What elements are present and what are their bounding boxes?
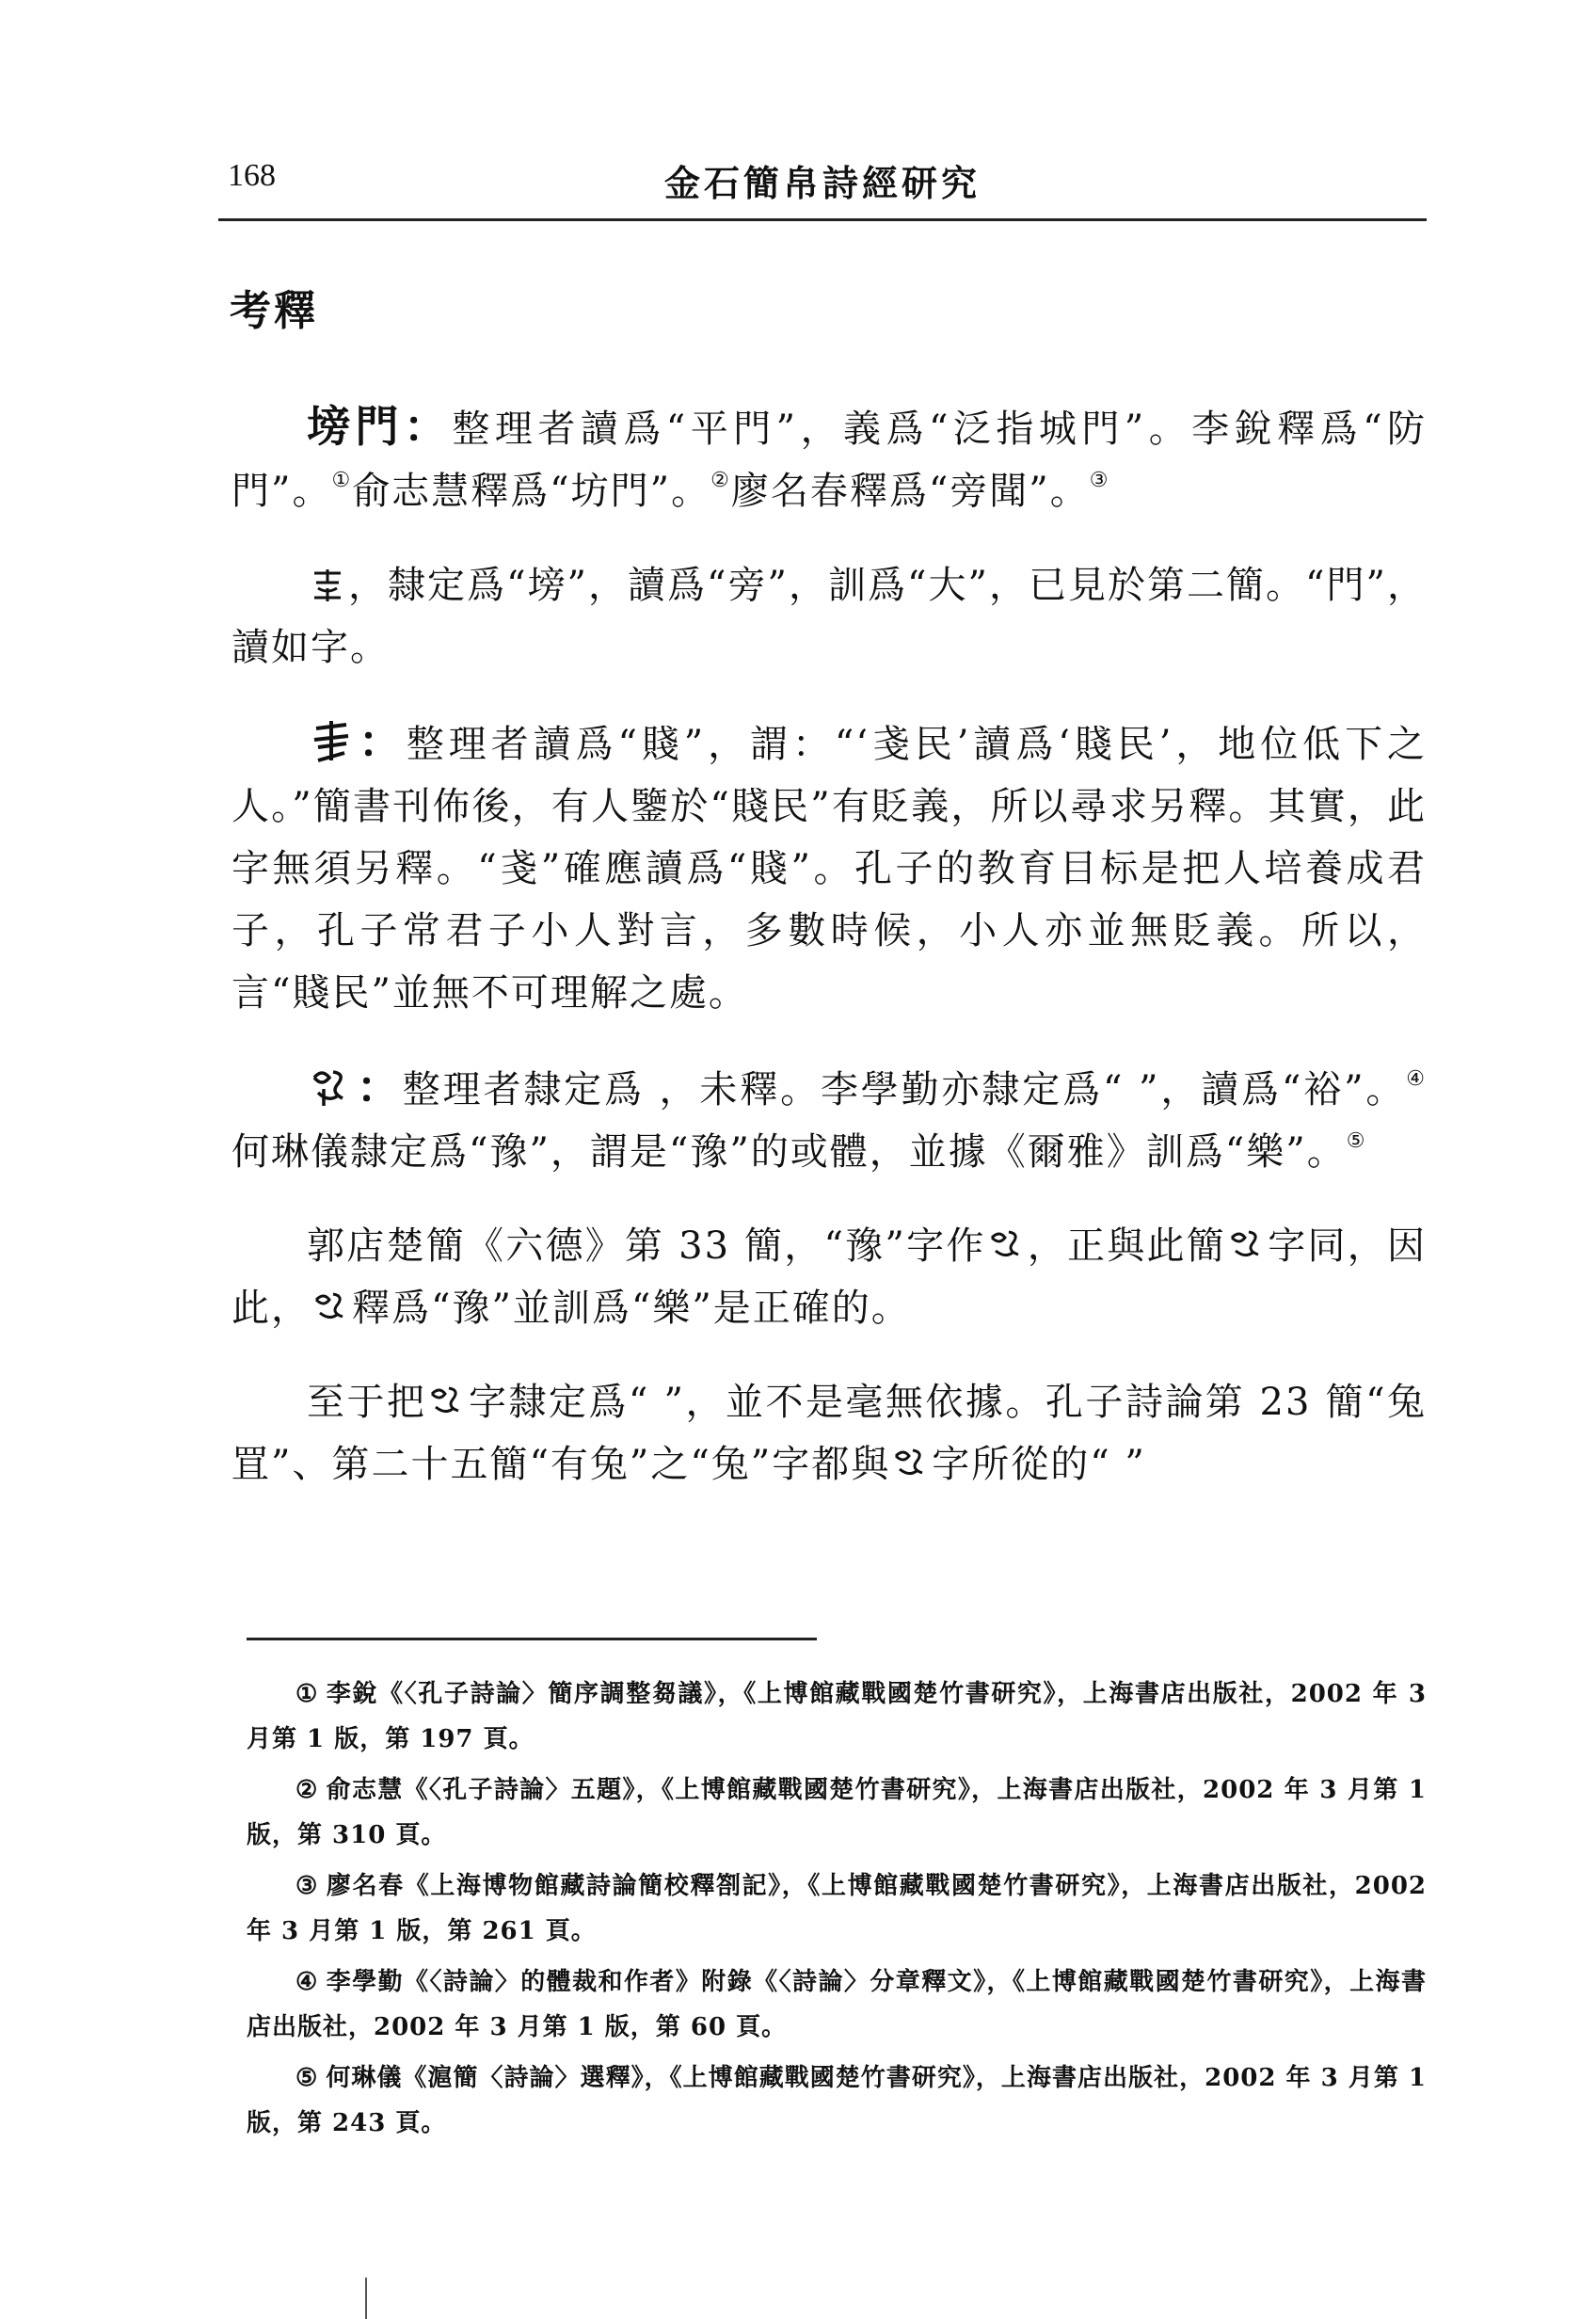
paragraph-text: 俞志慧釋爲“坊門”。 xyxy=(352,470,711,513)
main-text xyxy=(231,395,1427,1527)
paragraph-text: 整理者隸定爲 ，未釋。李學勤亦隸定爲“ ”，讀爲“裕”。 xyxy=(402,1068,1407,1112)
ancient-character-glyph xyxy=(1228,1226,1266,1264)
paragraph-text: 郭店楚簡《六德》第 33 簡，“豫”字作 xyxy=(307,1224,986,1268)
footnote-ref-3[interactable]: ③ xyxy=(1089,469,1110,492)
paragraph-3 xyxy=(231,711,1427,1024)
footnote-mark: ③ xyxy=(295,1872,319,1900)
footnote-1 xyxy=(247,1671,1427,1762)
paragraph-text: 整理者讀爲“平門”，義爲“泛指城門”。李銳釋爲“防門”。 xyxy=(231,408,1428,513)
ancient-character-glyph xyxy=(988,1226,1026,1264)
term-heading: 塝門： xyxy=(307,401,453,452)
footnote-3 xyxy=(247,1863,1427,1954)
book-title: 金石簡帛詩經研究 xyxy=(663,162,981,204)
ancient-character-glyph xyxy=(309,1064,354,1110)
paragraph-text: 字所從的“ ” xyxy=(932,1443,1146,1486)
paragraph-text: 至于把 xyxy=(307,1381,427,1424)
footnote-ref-1[interactable]: ① xyxy=(331,469,353,492)
running-header xyxy=(218,151,1427,218)
ancient-character-glyph xyxy=(428,1383,466,1420)
paragraph-text: 字隸定爲“ ”，並不是毫無依據。孔子詩論第 23 簡“兔罝”、第二十五簡“有兔”之“兔”字都與 xyxy=(231,1381,1428,1486)
footnote-mark: ⑤ xyxy=(295,2064,319,2092)
footnote-text: 俞志慧《〈孔子詩論〉五題》，《上博館藏戰國楚竹書研究》，上海書店出版社，2002 年 3 月第 1 版，第 310 頁。 xyxy=(247,1776,1427,1849)
paragraph-text: 整理者讀爲“賤”，謂：“‘戔民’讀爲‘賤民’，地位低下之人。”簡書刊佈後，有人鑒於“賤民”有貶義，所以尋求另釋。其實，此字無須另釋。“戔”確應讀爲“賤”。孔子的教育目标是把人培養成君子，孔子常君子小人對言，多數時候，小人亦並無貶義。所以，言“賤民”並無不可理解之處。 xyxy=(231,723,1427,1015)
paragraph-text: ，正與此簡 xyxy=(1027,1224,1227,1268)
term-colon: ： xyxy=(356,1062,403,1112)
paragraph-1 xyxy=(231,395,1427,522)
footnote-mark: ④ xyxy=(295,1968,319,1996)
footnote-5 xyxy=(247,2055,1427,2146)
paragraph-text: 廖名春釋爲“旁聞”。 xyxy=(730,470,1090,513)
footnote-ref-4[interactable]: ④ xyxy=(1406,1067,1427,1091)
term-colon: ： xyxy=(356,716,407,767)
paragraph-4 xyxy=(231,1056,1427,1183)
ancient-character-glyph xyxy=(892,1445,930,1482)
paragraph-text: 釋爲“豫”並訓爲“樂”是正確的。 xyxy=(352,1287,911,1330)
paragraph-text: ，隸定爲“塝”，讀爲“旁”，訓爲“大”，已見於第二簡。“門”，讀如字。 xyxy=(231,564,1427,669)
page-number: 168 xyxy=(228,158,276,193)
footnote-ref-5[interactable]: ⑤ xyxy=(1346,1129,1367,1153)
footnote-mark: ① xyxy=(295,1680,319,1708)
footnote-text: 何琳儀《滬簡〈詩論〉選釋》，《上博館藏戰國楚竹書研究》，上海書店出版社，2002 年 3 月第 1 版，第 243 頁。 xyxy=(247,2064,1427,2137)
footnote-rule xyxy=(247,1638,817,1640)
footnote-text: 李銳《〈孔子詩論〉簡序調整芻議》，《上博館藏戰國楚竹書研究》，上海書店出版社，2002 年 3 月第 1 版，第 197 頁。 xyxy=(247,1680,1427,1753)
header-rule xyxy=(218,218,1427,221)
paragraph-text: 字同，因此， xyxy=(231,1224,1427,1330)
ancient-character-glyph xyxy=(309,719,354,764)
ancient-character-glyph xyxy=(309,566,346,603)
paragraph-2 xyxy=(231,554,1427,679)
paragraph-5 xyxy=(231,1215,1427,1339)
section-heading: 考釋 xyxy=(230,287,318,335)
ancient-character-glyph xyxy=(312,1288,350,1326)
footnote-mark: ② xyxy=(295,1776,319,1804)
footnotes xyxy=(247,1671,1427,2151)
footnote-ref-2[interactable]: ② xyxy=(710,469,731,492)
footnote-2 xyxy=(247,1767,1427,1858)
paragraph-text: 何琳儀隸定爲“豫”，謂是“豫”的或體，並據《爾雅》訓爲“樂”。 xyxy=(231,1130,1347,1174)
paragraph-6 xyxy=(231,1371,1427,1495)
binding-mark xyxy=(365,2278,367,2319)
footnote-text: 廖名春《上海博物館藏詩論簡校釋劄記》，《上博館藏戰國楚竹書研究》，上海書店出版社，2002 年 3 月第 1 版，第 261 頁。 xyxy=(247,1872,1427,1945)
footnote-4 xyxy=(247,1959,1427,2050)
footnote-text: 李學勤《〈詩論〉的體裁和作者》附錄《〈詩論〉分章釋文》，《上博館藏戰國楚竹書研究》，上海書店出版社，2002 年 3 月第 1 版，第 60 頁。 xyxy=(247,1968,1427,2041)
